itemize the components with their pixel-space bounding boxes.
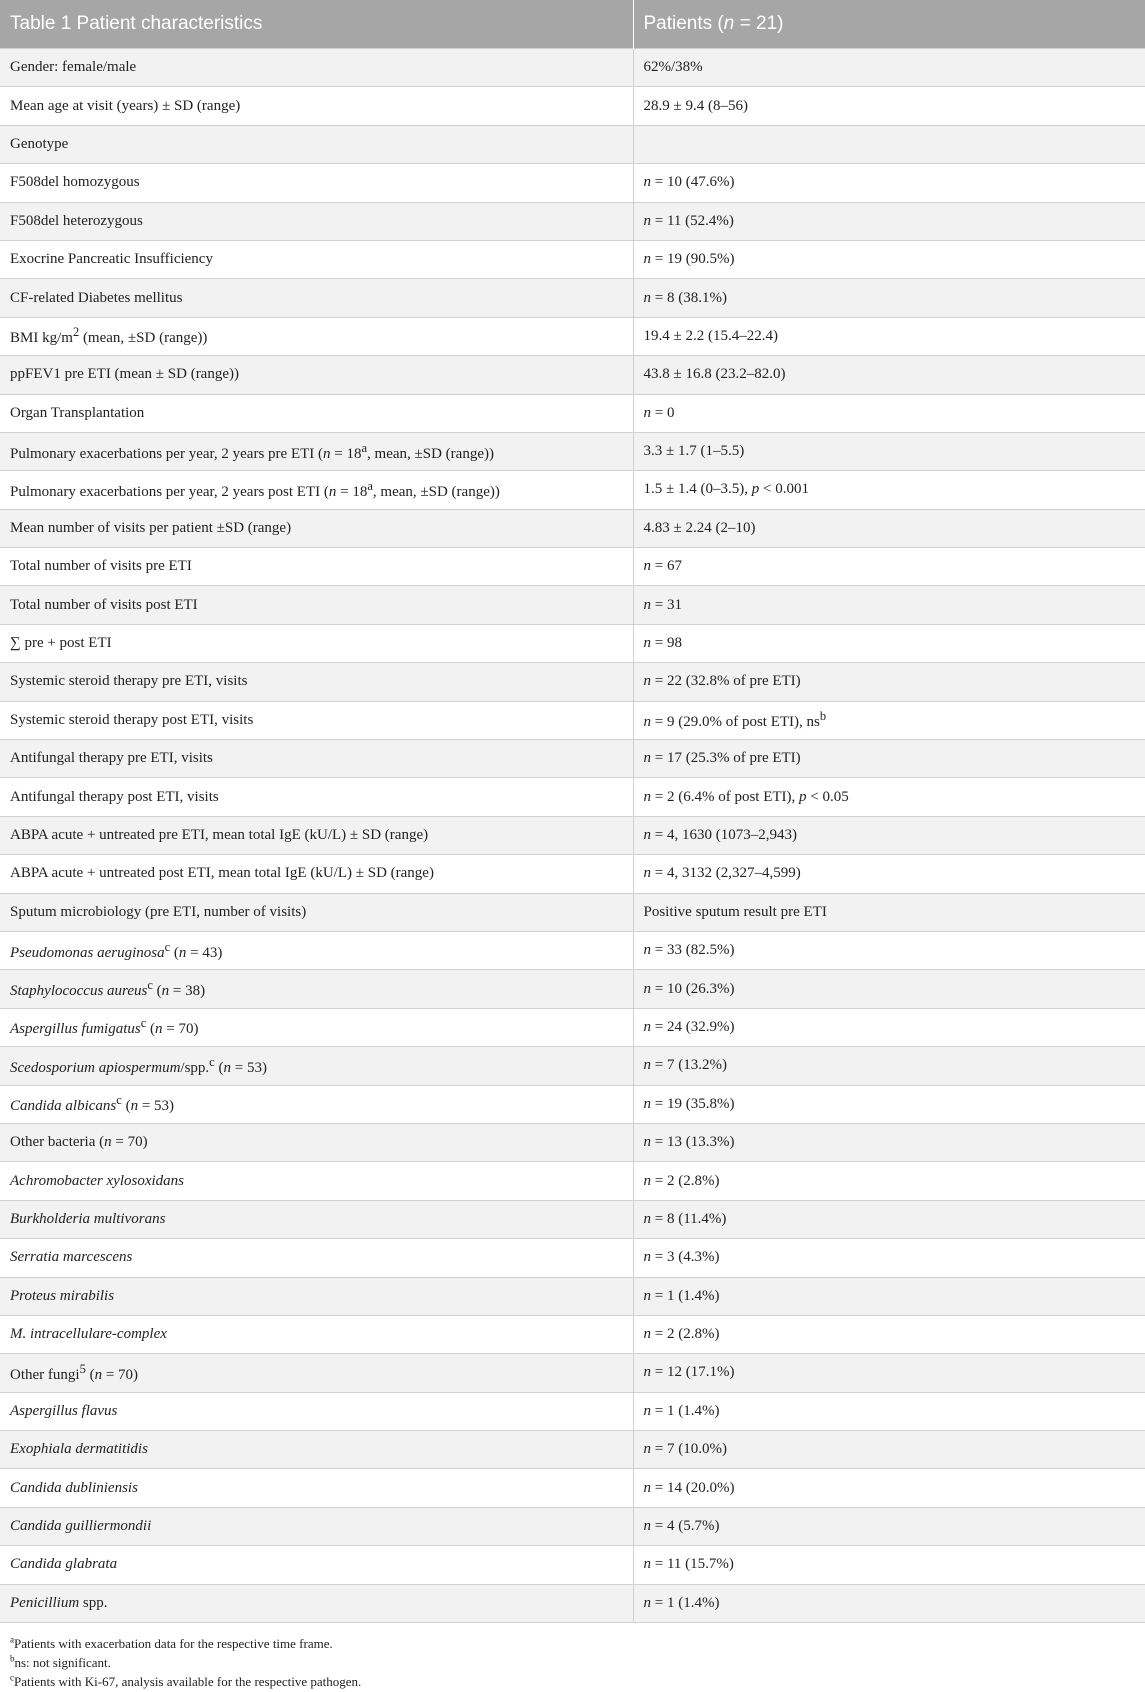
row-value: n = 10 (47.6%) (633, 164, 1145, 202)
table-row (0, 509, 1145, 547)
table-row (0, 701, 1145, 739)
table-row (0, 740, 1145, 778)
table-header (0, 0, 1145, 49)
row-label: M. intracellulare-complex (0, 1315, 633, 1353)
row-value: 3.3 ± 1.7 (1–5.5) (633, 432, 1145, 470)
row-label: Antifungal therapy post ETI, visits (0, 778, 633, 816)
table-row (0, 663, 1145, 701)
table-row (0, 1239, 1145, 1277)
row-value: n = 14 (20.0%) (633, 1469, 1145, 1507)
row-label: Penicillium spp. (0, 1584, 633, 1622)
row-value: n = 9 (29.0% of post ETI), $ns^b$ (633, 701, 1145, 739)
row-label: Pulmonary exacerbations per year, 2 years pre ETI ($n = 18^a$, mean, ±SD (range)) (0, 432, 633, 470)
row-value: n = 4, 3132 (2,327–4,599) (633, 855, 1145, 893)
row-label: Gender: female/male (0, 49, 633, 87)
table-row (0, 1507, 1145, 1545)
row-label: Total number of visits post ETI (0, 586, 633, 624)
table-row (0, 356, 1145, 394)
row-label: Exophiala dermatitidis (0, 1431, 633, 1469)
row-value: 19.4 ± 2.2 (15.4–22.4) (633, 317, 1145, 355)
table-row (0, 471, 1145, 509)
row-label: ABPA acute + untreated pre ETI, mean total IgE (kU/L) ± SD (range) (0, 816, 633, 854)
row-value: n = 2 (2.8%) (633, 1162, 1145, 1200)
table-row (0, 1162, 1145, 1200)
row-value: n = 22 (32.8% of pre ETI) (633, 663, 1145, 701)
row-value: n = 11 (52.4%) (633, 202, 1145, 240)
row-value: n = 67 (633, 548, 1145, 586)
row-label: BMI $kg/m^2$ (mean, ±SD (range)) (0, 317, 633, 355)
row-value: n = 19 (90.5%) (633, 240, 1145, 278)
table-footnotes (10, 1634, 1130, 1691)
row-value: n = 7 (10.0%) (633, 1431, 1145, 1469)
row-value: n = 2 (6.4% of post ETI), p < 0.05 (633, 778, 1145, 816)
table-row (0, 125, 1145, 163)
table-row (0, 624, 1145, 662)
row-label: ppFEV1 pre ETI (mean ± SD (range)) (0, 356, 633, 394)
row-label: Staphylococcus aureus$^c$ (n = 38) (0, 970, 633, 1008)
table-row (0, 317, 1145, 355)
table-row (0, 202, 1145, 240)
row-label: ABPA acute + untreated post ETI, mean total IgE (kU/L) ± SD (range) (0, 855, 633, 893)
table-row (0, 1123, 1145, 1161)
row-label: Serratia marcescens (0, 1239, 633, 1277)
row-value (633, 125, 1145, 163)
table-row (0, 1315, 1145, 1353)
row-label: Systemic steroid therapy pre ETI, visits (0, 663, 633, 701)
table-row (0, 49, 1145, 87)
row-value: n = 4, 1630 (1073–2,943) (633, 816, 1145, 854)
table-row (0, 1546, 1145, 1584)
table-row (0, 1392, 1145, 1430)
table-row (0, 394, 1145, 432)
table-row (0, 855, 1145, 893)
row-label: Aspergillus flavus (0, 1392, 633, 1430)
header-cell-title: Table 1 Patient characteristics (0, 0, 633, 49)
row-value: 62%/38% (633, 49, 1145, 87)
table-row (0, 893, 1145, 931)
row-label: F508del homozygous (0, 164, 633, 202)
row-label: Total number of visits pre ETI (0, 548, 633, 586)
row-value: n = 8 (11.4%) (633, 1200, 1145, 1238)
table-row (0, 1469, 1145, 1507)
row-value: 28.9 ± 9.4 (8–56) (633, 87, 1145, 125)
row-label: Candida glabrata (0, 1546, 633, 1584)
row-value: n = 31 (633, 586, 1145, 624)
row-label: Exocrine Pancreatic Insufficiency (0, 240, 633, 278)
row-label: Proteus mirabilis (0, 1277, 633, 1315)
row-value: n = 11 (15.7%) (633, 1546, 1145, 1584)
table-row (0, 164, 1145, 202)
row-label: Candida albicans$^c$ (n = 53) (0, 1085, 633, 1123)
row-value: n = 4 (5.7%) (633, 1507, 1145, 1545)
row-value: Positive sputum result pre ETI (633, 893, 1145, 931)
row-value: n = 2 (2.8%) (633, 1315, 1145, 1353)
table-row (0, 1085, 1145, 1123)
table-row (0, 87, 1145, 125)
table-body (0, 49, 1145, 1623)
row-value: n = 33 (82.5%) (633, 931, 1145, 969)
row-label: Achromobacter xylosoxidans (0, 1162, 633, 1200)
footnote: $^a$Patients with exacerbation data for the respective time frame. (10, 1634, 333, 1651)
row-value: n = 12 (17.1%) (633, 1354, 1145, 1392)
row-label: Mean age at visit (years) ± SD (range) (0, 87, 633, 125)
row-value: n = 1 (1.4%) (633, 1584, 1145, 1622)
table-row (0, 432, 1145, 470)
table-row (0, 1354, 1145, 1392)
row-value: n = 13 (13.3%) (633, 1123, 1145, 1161)
row-value: 43.8 ± 16.8 (23.2–82.0) (633, 356, 1145, 394)
table-row (0, 240, 1145, 278)
row-label: Other bacteria (n = 70) (0, 1123, 633, 1161)
table-row (0, 1008, 1145, 1046)
table-row (0, 1277, 1145, 1315)
row-value: n = 17 (25.3% of pre ETI) (633, 740, 1145, 778)
row-label: CF-related Diabetes mellitus (0, 279, 633, 317)
row-value: n = 10 (26.3%) (633, 970, 1145, 1008)
table-row (0, 931, 1145, 969)
row-label: Mean number of visits per patient ±SD (range) (0, 509, 633, 547)
table-row (0, 1584, 1145, 1622)
row-value: n = 0 (633, 394, 1145, 432)
row-value: n = 3 (4.3%) (633, 1239, 1145, 1277)
row-label: Organ Transplantation (0, 394, 633, 432)
row-label: ∑ pre + post ETI (0, 624, 633, 662)
row-label: Antifungal therapy pre ETI, visits (0, 740, 633, 778)
row-value: n = 24 (32.9%) (633, 1008, 1145, 1046)
row-value: n = 98 (633, 624, 1145, 662)
table-row (0, 279, 1145, 317)
row-value: n = 19 (35.8%) (633, 1085, 1145, 1123)
row-label: Sputum microbiology (pre ETI, number of visits) (0, 893, 633, 931)
row-label: Pseudomonas aeruginosa$^c$ (n = 43) (0, 931, 633, 969)
row-label: Pulmonary exacerbations per year, 2 years post ETI ($n = 18^a$, mean, ±SD (range)) (0, 471, 633, 509)
header-cell-patients: Patients (n = 21) (633, 0, 1145, 49)
row-label: Burkholderia multivorans (0, 1200, 633, 1238)
table-row (0, 816, 1145, 854)
row-label: Candida guilliermondii (0, 1507, 633, 1545)
table-row (0, 1047, 1145, 1085)
row-label: Genotype (0, 125, 633, 163)
header-row (0, 0, 1145, 49)
row-value: n = 8 (38.1%) (633, 279, 1145, 317)
table-row (0, 970, 1145, 1008)
footnote: $^c$Patients with Ki-67, analysis available for the respective pathogen. (10, 1672, 362, 1689)
row-label: Scedosporium apiospermum/spp.$^c$ (n = 53) (0, 1047, 633, 1085)
table-row (0, 778, 1145, 816)
row-value: 4.83 ± 2.24 (2–10) (633, 509, 1145, 547)
table-row (0, 1431, 1145, 1469)
row-label: Systemic steroid therapy post ETI, visits (0, 701, 633, 739)
row-value: 1.5 ± 1.4 (0–3.5), p < 0.001 (633, 471, 1145, 509)
row-value: n = 1 (1.4%) (633, 1277, 1145, 1315)
row-value: n = 1 (1.4%) (633, 1392, 1145, 1430)
row-label: Other fungi$^5$ (n = 70) (0, 1354, 633, 1392)
row-label: F508del heterozygous (0, 202, 633, 240)
table-row (0, 1200, 1145, 1238)
table-row (0, 586, 1145, 624)
table-row (0, 548, 1145, 586)
row-value: n = 7 (13.2%) (633, 1047, 1145, 1085)
footnote: $^b$ns: not significant. (10, 1653, 111, 1670)
row-label: Aspergillus fumigatus$^c$ (n = 70) (0, 1008, 633, 1046)
row-label: Candida dubliniensis (0, 1469, 633, 1507)
